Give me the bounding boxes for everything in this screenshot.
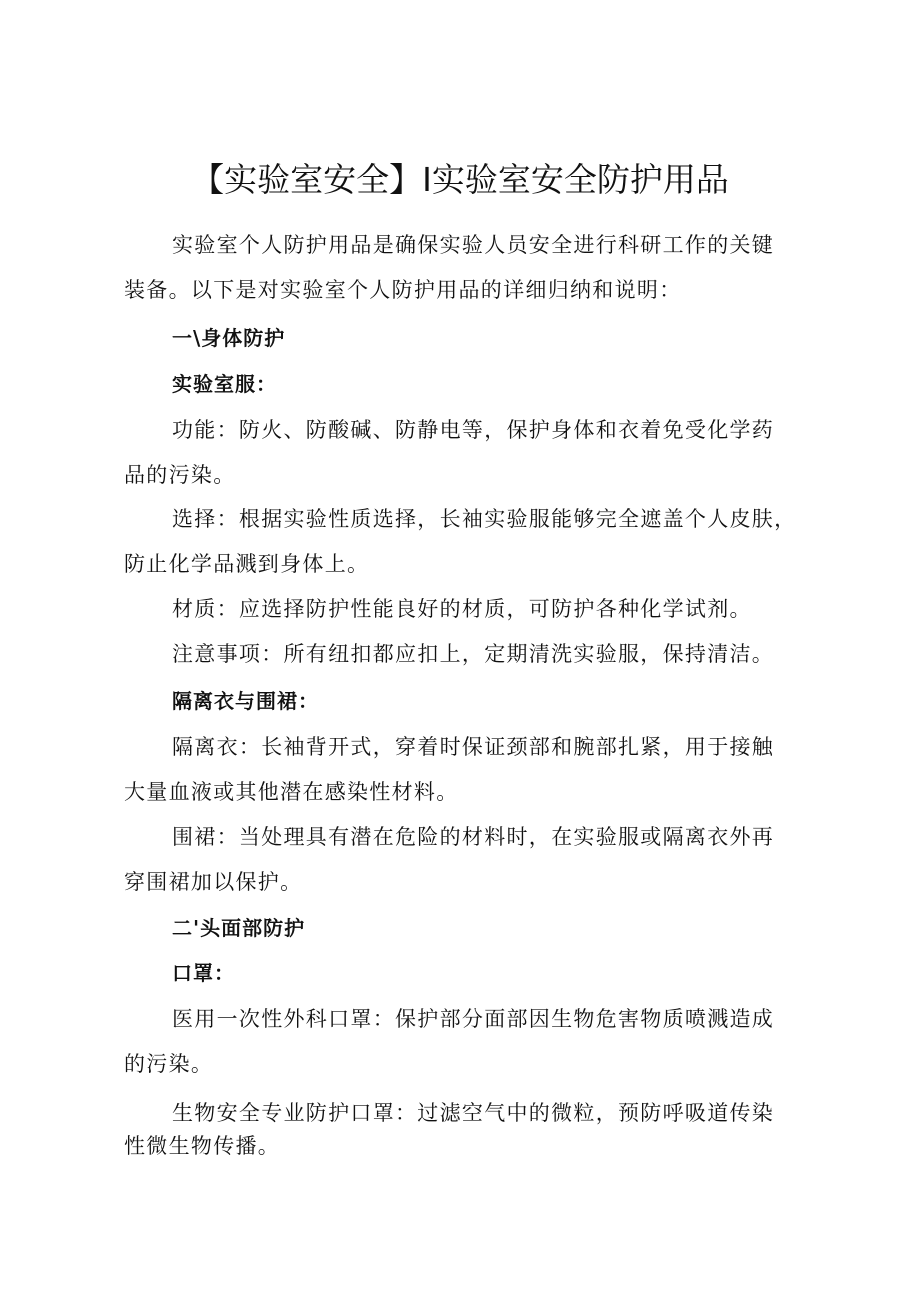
gown-line-2: 大量血液或其他潜在感染性材料。	[124, 780, 459, 804]
function-line-2: 品的污染。	[124, 463, 236, 487]
selection-line-2: 防止化学品溅到身体上。	[124, 552, 370, 576]
surgical-mask-line-2: 的污染。	[124, 1052, 214, 1076]
material-line: 材质：应选择防护性能良好的材质，可防护各种化学试剂。	[172, 597, 752, 621]
notes-line: 注意事项：所有纽扣都应扣上，定期清洗实验服，保持清洁。	[172, 642, 775, 666]
surgical-mask-line-1: 医用一次性外科口罩：保护部分面部因生物危害物质喷溅造成	[172, 1007, 775, 1031]
subheading-mask: 口罩：	[172, 961, 235, 985]
apron-line-2: 穿围裙加以保护。	[124, 870, 303, 894]
biosafety-mask-line-1: 生物安全专业防护口罩：过滤空气中的微粒，预防呼吸道传染	[172, 1101, 775, 1125]
section-heading-body-protection: 一\身体防护	[172, 326, 286, 350]
section-heading-head-face-protection: 二'头面部防护	[172, 916, 306, 940]
biosafety-mask-line-2: 性微生物传播。	[124, 1134, 281, 1158]
subheading-gown-apron: 隔离衣与围裙：	[172, 689, 319, 713]
function-line-1: 功能：防火、防酸碱、防静电等，保护身体和衣着免受化学药	[172, 418, 775, 442]
apron-line-1: 围裙：当处理具有潜在危险的材料时，在实验服或隔离衣外再	[172, 825, 775, 849]
gown-line-1: 隔离衣：长袖背开式，穿着时保证颈部和腕部扎紧，用于接触	[172, 735, 775, 759]
subheading-lab-coat: 实验室服：	[172, 372, 277, 396]
intro-line-1: 实验室个人防护用品是确保实验人员安全进行科研工作的关键	[172, 233, 775, 257]
selection-line-1: 选择：根据实验性质选择，长袖实验服能够完全遮盖个人皮肤，	[172, 507, 797, 531]
document-title: 【实验室安全】I实验室安全防护用品	[191, 160, 729, 199]
intro-line-2: 装备。以下是对实验室个人防护用品的详细归纳和说明：	[124, 278, 682, 302]
